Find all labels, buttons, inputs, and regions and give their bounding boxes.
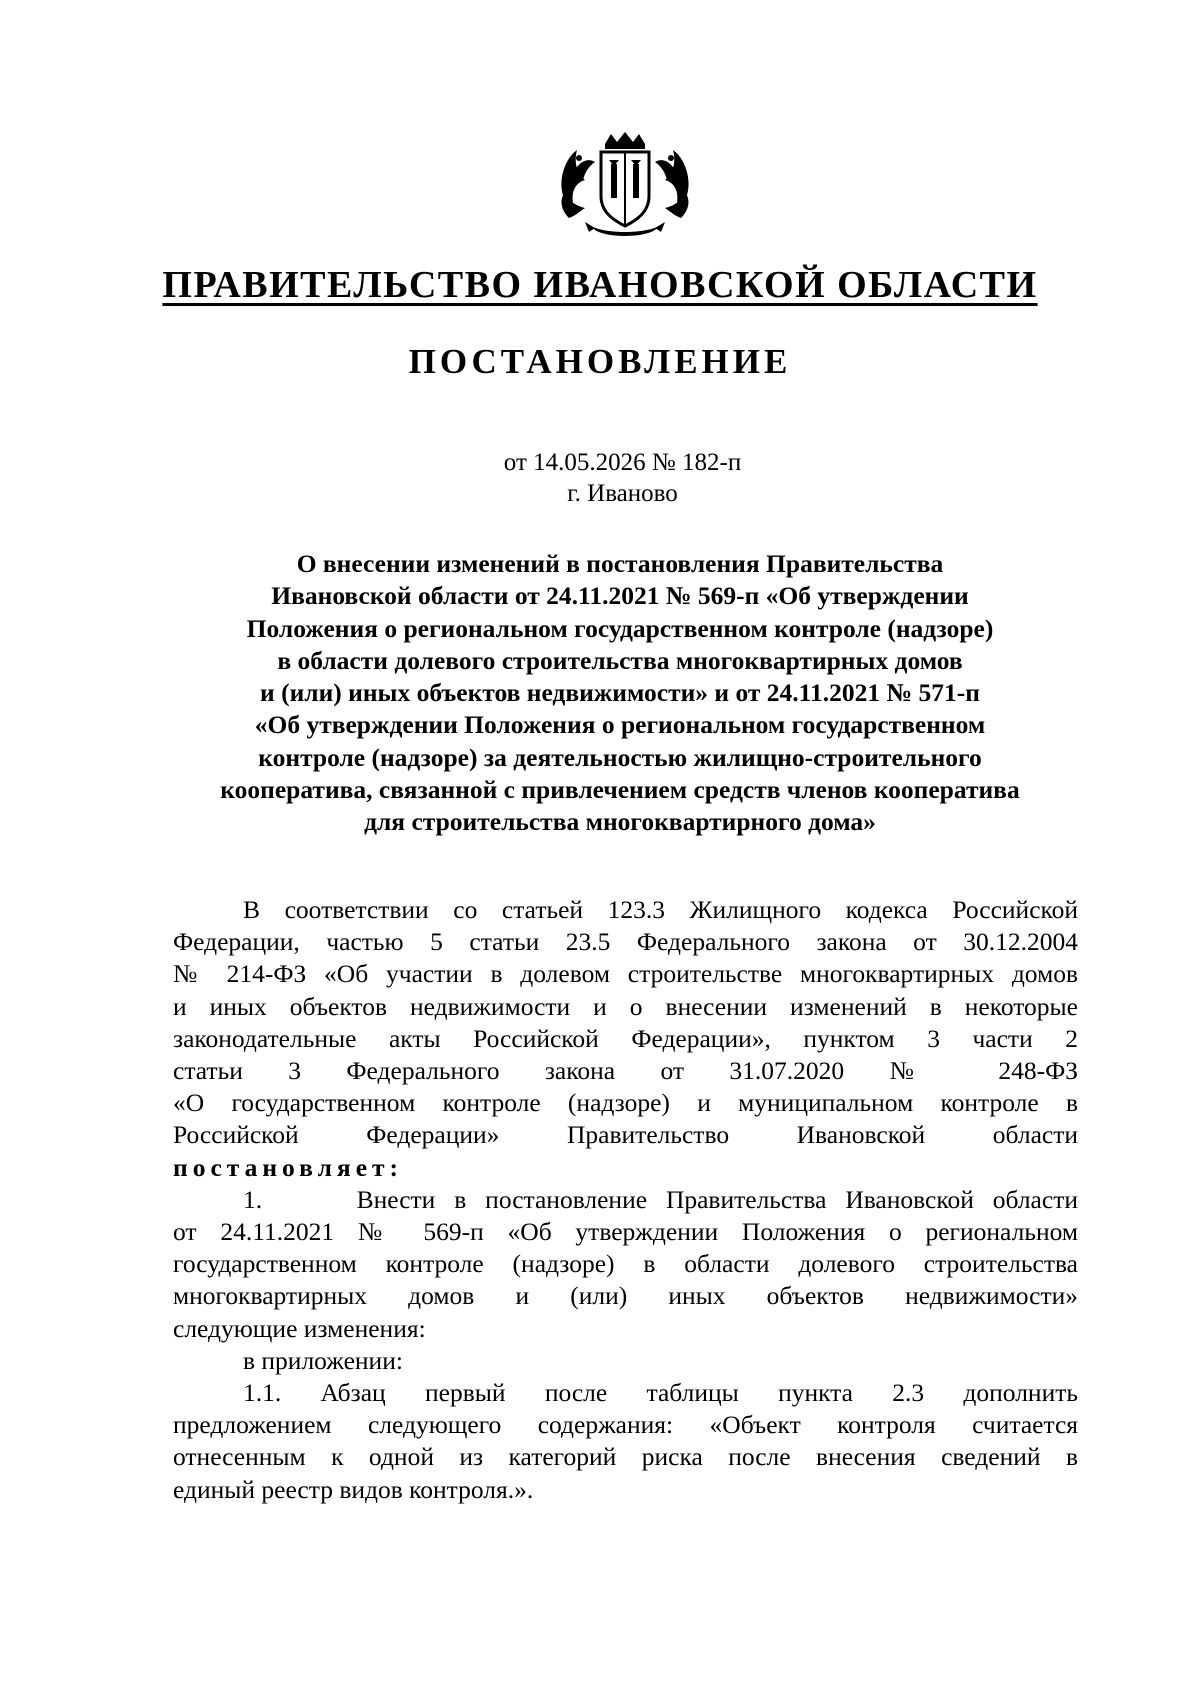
preamble-line: Российской Федерации» Правительство Ивановской области [173,1120,1078,1150]
preamble-line: В соответствии со статьей 123.3 Жилищного кодекса Российской [243,895,1078,924]
title-line: кооператива, связанной с привлечением средств членов кооператива [220,775,1020,805]
item-1-1-line: предложением следующего содержания: «Объект контроля считается [173,1410,1078,1440]
document-title [150,548,1090,839]
preamble-line: Федерации, частью 5 статьи 23.5 Федерального закона от 30.12.2004 [173,927,1078,957]
title-line: Ивановской области от 24.11.2021 № 569-п «Об утверждении [271,581,969,611]
resolves-word: постановляет: [173,1152,404,1182]
item-1-line: государственном контроле (надзоре) в области долевого строительства [173,1249,1078,1279]
ivanovo-coat-of-arms-icon [555,130,695,238]
title-line: О внесении изменений в постановления Правительства [296,549,944,578]
title-line: для строительства многоквартирного дома» [364,807,876,837]
government-name [0,262,1200,308]
title-line: «Об утверждении Положения о региональном государственном [254,710,986,740]
preamble-line: законодательные акты Российской Федерации», пунктом 3 части 2 [173,1023,1078,1053]
document-body [173,894,1078,1506]
item-1-line: 1. Внести в постановление Правительства Ивановской области [243,1184,1078,1214]
item-1-line: следующие изменения: [173,1313,426,1343]
item-1-line: многоквартирных домов и (или) иных объектов недвижимости» [173,1281,1078,1311]
item-1-1-line: единый реестр видов контроля.». [173,1474,534,1504]
title-line: в области долевого строительства многоквартирных домов [277,645,963,675]
government-name-text: ПРАВИТЕЛЬСТВО ИВАНОВСКОЙ ОБЛАСТИ [162,264,1038,306]
preamble-line: и иных объектов недвижимости и о внесении изменений в некоторые [173,991,1078,1021]
item-1-line: от 24.11.2021 № 569-п «Об утверждении Положения о региональном [173,1217,1078,1247]
document-city: г. Иваново [567,480,678,507]
preamble-line: статьи 3 Федерального закона от 31.07.2020 № 248-ФЗ [173,1056,1078,1086]
title-line: Положения о региональном государственном контроле (надзоре) [246,613,994,643]
document-date-number: от 14.05.2026 № 182-п [503,449,742,476]
preamble-line: «О государственном контроле (надзоре) и муниципальном контроле в [173,1088,1078,1118]
item-1-1-line: отнесенным к одной из категорий риска после внесения сведений в [173,1442,1078,1472]
item-1-1-line: 1.1. Абзац первый после таблицы пункта 2.3 дополнить [243,1378,1078,1408]
in-appendix-line: в приложении: [243,1345,403,1375]
title-line: и (или) иных объектов недвижимости» и от 24.11.2021 № 571-п [260,678,980,708]
preamble-line: № 214-ФЗ «Об участии в долевом строительстве многоквартирных домов [173,959,1078,989]
title-line: контроле (надзоре) за деятельностью жилищно-строительного [258,742,982,772]
document-type: ПОСТАНОВЛЕНИЕ [408,342,792,381]
